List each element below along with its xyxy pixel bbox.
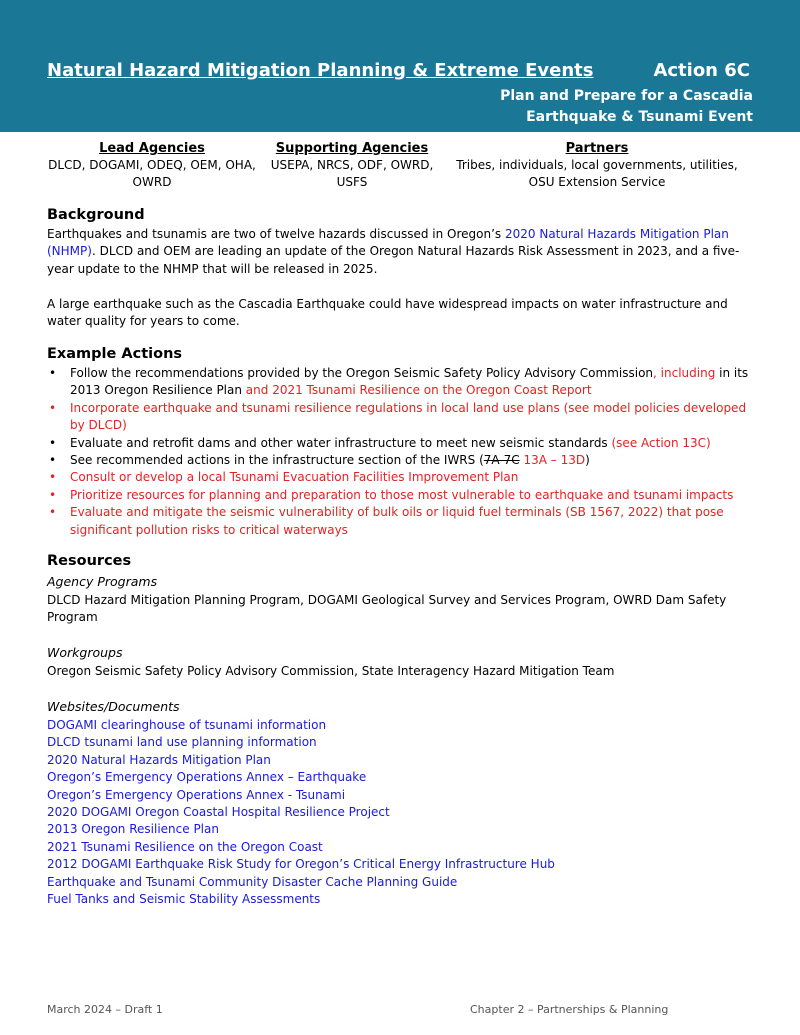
resource-link[interactable]: Oregon’s Emergency Operations Annex – Earthquake: [47, 770, 367, 785]
agency-programs-heading: Agency Programs: [47, 574, 158, 589]
resource-link[interactable]: DLCD tsunami land use planning information: [47, 735, 317, 750]
item-text-added: , including: [653, 366, 716, 380]
resource-link[interactable]: 2013 Oregon Resilience Plan: [47, 822, 219, 837]
item-text: Incorporate earthquake and tsunami resilience regulations in local land use plans (see model policies developed by DLCD): [70, 400, 747, 433]
list-item: [47, 452, 757, 469]
resource-links: [47, 717, 555, 908]
list-item: [47, 469, 757, 486]
background-heading: Background: [47, 207, 145, 223]
list-item: [47, 435, 757, 452]
item-text: Prioritize resources for planning and preparation to those most vulnerable to earthquake and tsunami impacts: [70, 487, 734, 502]
bg-p1-post: . DLCD and OEM are leading an update of the Oregon Natural Hazards Risk Assessment in 2023, and a five-year update to the NHMP that will be released in 2025.: [47, 244, 740, 276]
resources-heading: Resources: [47, 553, 132, 569]
agencies-section: [47, 140, 753, 192]
bullet-icon: •: [49, 435, 57, 450]
bullet-icon: •: [49, 470, 57, 485]
bullet-icon: •: [49, 366, 57, 380]
partners-heading: Partners: [565, 141, 629, 156]
item-text: Follow the recommendations provided by the Oregon Seismic Safety Policy Advisory Commission: [70, 366, 654, 380]
nhmp-link[interactable]: 2020 Natural Hazards Mitigation Plan (NHMP): [47, 227, 729, 259]
supporting-agencies: [267, 140, 437, 191]
bullet-icon: •: [49, 400, 57, 415]
list-item: [47, 504, 757, 539]
list-item: [47, 365, 757, 400]
lead-agencies: [47, 140, 257, 191]
item-text: See recommended actions in the infrastructure section of the IWRS (: [70, 453, 484, 468]
resource-link[interactable]: DOGAMI clearinghouse of tsunami information: [47, 718, 327, 732]
bullet-icon: •: [49, 505, 57, 520]
resource-link[interactable]: Fuel Tanks and Seismic Stability Assessments: [47, 892, 321, 907]
example-actions-heading: Example Actions: [47, 346, 183, 362]
subtitle-line-1: Plan and Prepare for a Cascadia: [500, 88, 753, 104]
workgroups-text: Oregon Seismic Safety Policy Advisory Commission, State Interagency Hazard Mitigation Team: [47, 664, 615, 678]
resource-link[interactable]: Earthquake and Tsunami Community Disaster Cache Planning Guide: [47, 874, 458, 889]
action-number: Action 6C: [653, 60, 750, 81]
item-text-added: 13A – 13D: [519, 453, 586, 468]
item-text-added: (see Action 13C): [611, 435, 711, 450]
partners: [452, 140, 742, 191]
item-text: ): [585, 453, 590, 468]
supporting-agencies-heading: Supporting Agencies: [275, 141, 429, 156]
subtitle-line-2: Earthquake & Tsunami Event: [526, 109, 753, 125]
agency-programs-text: DLCD Hazard Mitigation Planning Program, DOGAMI Geological Survey and Services Program, OWRD Dam Safety Program: [47, 593, 727, 625]
background-paragraph-2: A large earthquake such as the Cascadia Earthquake could have widespread impacts on water infrastructure and water quality for years to come.: [47, 297, 728, 329]
page-subtitle: [500, 86, 753, 128]
bullet-icon: •: [49, 453, 57, 468]
header-band: [0, 0, 800, 132]
item-text: in its 2013 Oregon Resilience Plan: [70, 366, 749, 398]
footer-right: Chapter 2 – Partnerships & Planning: [470, 1003, 669, 1016]
resource-link[interactable]: 2021 Tsunami Resilience on the Oregon Coast: [47, 839, 323, 854]
page-title: [47, 60, 753, 81]
list-item: [47, 400, 757, 435]
resource-link[interactable]: 2012 DOGAMI Earthquake Risk Study for Oregon’s Critical Energy Infrastructure Hub: [47, 857, 555, 872]
websites-heading: Websites/Documents: [47, 699, 180, 714]
item-text: Evaluate and mitigate the seismic vulnerability of bulk oils or liquid fuel terminals (SB 1567, 2022) that pose significant pollution risks to critical waterways: [70, 505, 724, 537]
example-actions-list: [47, 365, 757, 539]
resource-link[interactable]: 2020 DOGAMI Oregon Coastal Hospital Resilience Project: [47, 805, 390, 820]
item-text-added: and 2021 Tsunami Resilience on the Oregon Coast Report: [241, 383, 592, 398]
resource-link[interactable]: Oregon’s Emergency Operations Annex - Tsunami: [47, 787, 346, 802]
supporting-agencies-text: USEPA, NRCS, ODF, OWRD, USFS: [270, 158, 434, 189]
partners-text: Tribes, individuals, local governments, utilities, OSU Extension Service: [456, 158, 738, 189]
bg-p1-pre: Earthquakes and tsunamis are two of twelve hazards discussed in Oregon’s: [47, 227, 505, 241]
item-text: Evaluate and retrofit dams and other water infrastructure to meet new seismic standards: [70, 435, 612, 450]
lead-agencies-text: DLCD, DOGAMI, ODEQ, OEM, OHA, OWRD: [48, 158, 256, 189]
lead-agencies-heading: Lead Agencies: [99, 141, 205, 156]
list-item: [47, 487, 757, 504]
resource-link[interactable]: 2020 Natural Hazards Mitigation Plan: [47, 752, 271, 767]
item-text-deleted: 7A-7C: [483, 453, 520, 468]
footer-left: March 2024 – Draft 1: [47, 1003, 163, 1016]
background-paragraph-1: [47, 226, 757, 278]
item-text: Consult or develop a local Tsunami Evacuation Facilities Improvement Plan: [70, 470, 519, 485]
title-text: Natural Hazard Mitigation Planning & Extreme Events: [47, 60, 594, 81]
bullet-icon: •: [49, 487, 57, 502]
workgroups-heading: Workgroups: [47, 645, 123, 660]
